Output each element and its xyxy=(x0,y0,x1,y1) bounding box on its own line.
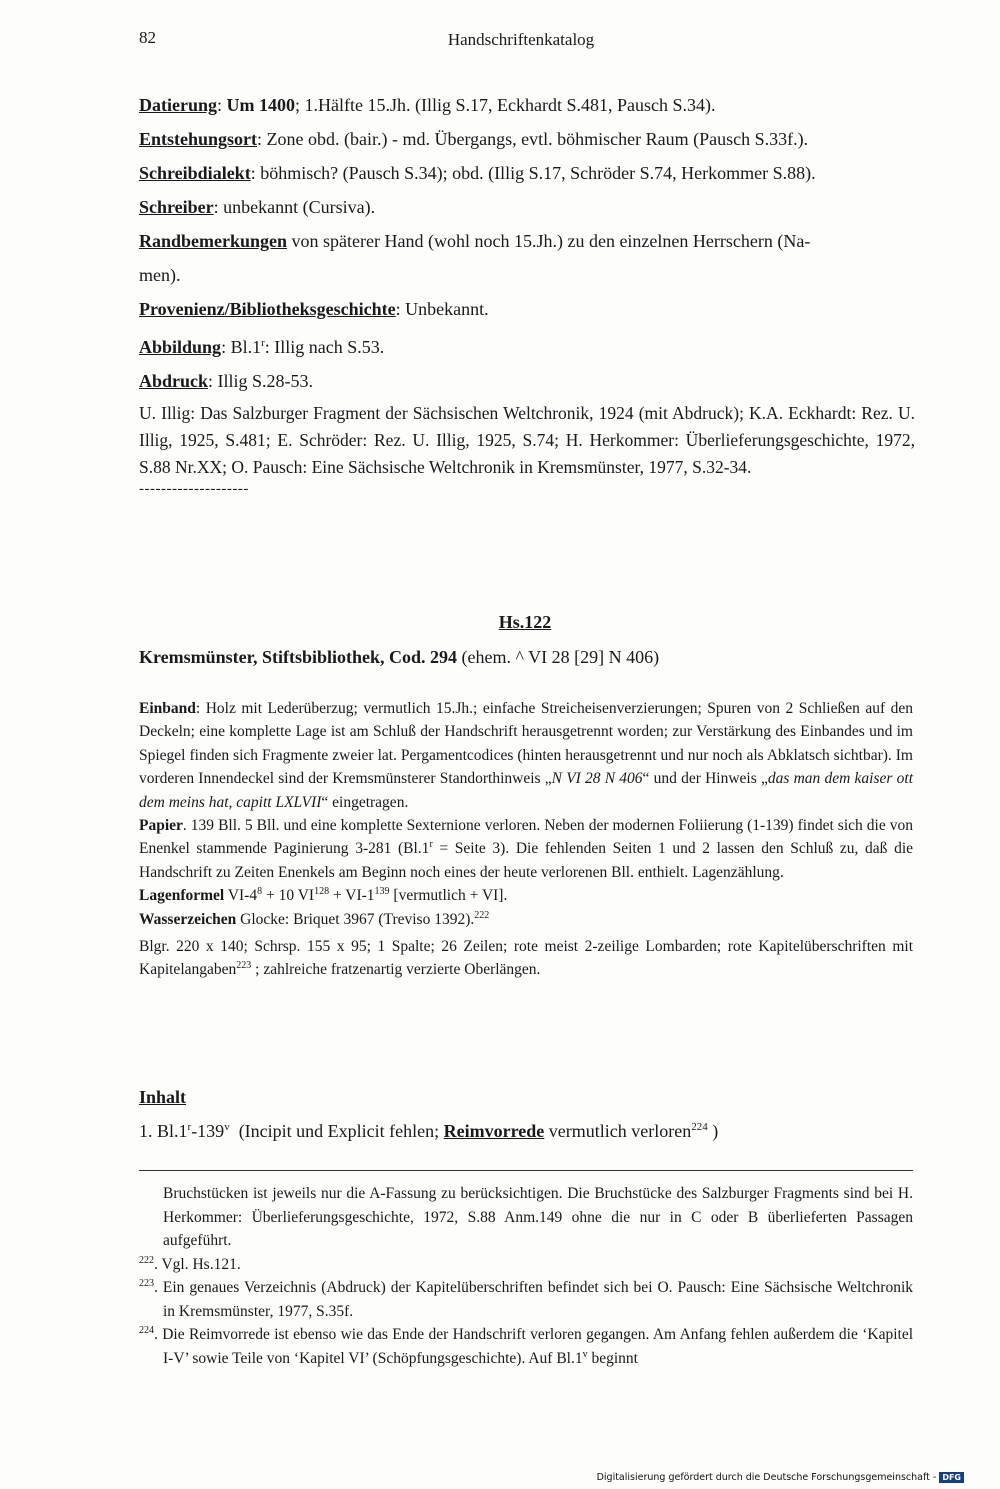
footnote-222-text: . Vgl. Hs.121. xyxy=(154,1255,241,1273)
content-d: vermutlich verloren xyxy=(544,1121,692,1141)
provenienz-label: Provenienz/Bibliotheksgeschichte xyxy=(139,299,396,319)
schreibdialekt-value: : böhmisch? (Pausch S.34); obd. (Illig S.17, Schröder S.74, Herkommer S.88). xyxy=(250,163,816,183)
content-bold: Reimvorrede xyxy=(443,1121,545,1141)
randbemerkungen-value: von späterer Hand (wohl noch 15.Jh.) zu den einzelnen Herrschern (Na- xyxy=(287,231,811,251)
wasserzeichen-paragraph xyxy=(139,908,913,931)
credit-text: Digitalisierung gefördert durch die Deutsche Forschungsgemeinschaft - xyxy=(596,1472,937,1483)
location-rest: (ehem. ^ VI 28 [29] N 406) xyxy=(457,647,660,667)
footnote-ref-223[interactable]: 223 xyxy=(236,960,252,972)
abbildung-sup: r xyxy=(261,337,265,349)
schreiber-line xyxy=(139,190,915,224)
footnotes xyxy=(139,1182,913,1370)
wasserzeichen-text: Glocke: Briquet 3967 (Treviso 1392). xyxy=(236,910,475,928)
dfg-logo: DFG xyxy=(939,1472,964,1483)
footnote-224-sup: v xyxy=(582,1348,588,1360)
footnote-224 xyxy=(139,1323,913,1370)
einband-label: Einband xyxy=(139,700,196,717)
footnote-ref-222[interactable]: 222 xyxy=(474,909,490,921)
location-bold: Kremsmünster, Stiftsbibliothek, Cod. 294 xyxy=(139,647,458,667)
footnote-rule xyxy=(139,1170,913,1171)
provenienz-value: : Unbekannt. xyxy=(395,299,489,319)
randbemerkungen-label: Randbemerkungen xyxy=(139,231,288,251)
footnote-223-num: 223 xyxy=(139,1277,154,1289)
entstehungsort-label: Entstehungsort xyxy=(139,129,258,149)
literature-block xyxy=(139,400,915,498)
lagenformel-d: [vermutlich + VI]. xyxy=(389,887,508,905)
papier-sup: r xyxy=(429,839,433,851)
abdruck-label: Abdruck xyxy=(139,371,209,391)
papier-label: Papier xyxy=(139,817,183,835)
content-sup-2: v xyxy=(224,1121,230,1133)
einband-text: : Holz mit Lederüberzug; vermutlich 15.Jh.; einfache Streicheisenverzierungen; Spuren von 2 Schließen auf den Deckeln; eine komplette Lage ist am Schluß der Handschrift herausgetrennt worden; zur Verstärkung des Einbandes und im Spiegel finden sich Fragmente zweier lat. Pergamentcodices (hinten herausgetrennt und nur noch als Abklatsch sichtbar). Im vorderen Innendeckel sind der Kremsmünsterer Standorthinweis „ xyxy=(139,700,913,788)
randbemerkungen-line xyxy=(139,224,915,258)
schreibdialekt-line xyxy=(139,156,915,190)
papier-text: . 139 Bll. 5 Bll. und eine komplette Sexternione verloren. Neben der modernen Foliierung (1-139) findet sich die von Enenkel stammende Paginierung 3-281 (Bl.1 xyxy=(139,817,913,858)
digitization-credit xyxy=(597,1472,964,1483)
datierung-bold: Um 1400 xyxy=(226,95,296,115)
running-head: Handschriftenkatalog xyxy=(447,30,595,49)
content-c: (Incipit und Explicit fehlen; xyxy=(229,1121,444,1141)
papier-paragraph xyxy=(139,814,913,884)
lagenformel-a: VI-4 xyxy=(224,887,258,905)
lagenformel-label: Lagenformel xyxy=(139,887,225,905)
provenienz-line xyxy=(139,292,915,326)
content-item-1 xyxy=(139,1121,718,1142)
einband-paragraph xyxy=(139,697,913,814)
literature-text: U. Illig: Das Salzburger Fragment der Sächsischen Weltchronik, 1924 (mit Abdruck); K.A. Eckhardt: Rez. U. Illig, 1925, S.481; E. Schröder: Rez. U. Illig, 1925, S.74; H. Herkommer: Überlieferungsgeschichte, 1972, S.88 Nr.XX; O. Pausch: Eine Sächsische Weltchronik in Kremsmünster, 1977, S.32-34. xyxy=(139,403,915,477)
content-sup-1: r xyxy=(187,1121,192,1133)
entstehungsort-line xyxy=(139,122,915,156)
previous-entry-fields xyxy=(139,88,915,398)
einband-text-3: “ eingetragen. xyxy=(321,793,409,811)
footnote-224-num: 224 xyxy=(139,1324,154,1336)
blgr-paragraph xyxy=(139,935,913,982)
content-b: -139 xyxy=(191,1121,225,1141)
content-a: 1. Bl.1 xyxy=(139,1121,188,1141)
abbildung-value-2: : Illig nach S.53. xyxy=(264,337,385,357)
abdruck-line xyxy=(139,364,915,398)
datierung-line: Datierung: Um 1400; 1.Hälfte 15.Jh. (Illig S.17, Eckhardt S.481, Pausch S.34). xyxy=(139,95,716,115)
papier-text-2: = Seite 3). Die fehlenden Seiten 1 und 2 lassen den Schluß zu, daß die Handschrift zu Zeiten Enenkels am Beginn noch eines der heute verlorenen Bll. enthielt. Lagenzählung. xyxy=(139,840,914,881)
inhalt-heading: Inhalt xyxy=(139,1087,187,1107)
lagenformel-sup-1: 8 xyxy=(257,886,263,898)
entry-description xyxy=(139,697,913,982)
lagenformel-paragraph xyxy=(139,884,913,907)
page-number: 82 xyxy=(139,28,156,47)
einband-italic-1: N VI 28 N 406 xyxy=(551,770,643,788)
footnote-222 xyxy=(139,1253,913,1277)
lagenformel-sup-3: 139 xyxy=(374,886,390,898)
einband-text-2: “ und der Hinweis „ xyxy=(642,770,768,788)
randbemerkungen-line-2: men). xyxy=(139,265,181,285)
lagenformel-c: + VI-1 xyxy=(329,887,375,905)
entry-title: Hs.122 xyxy=(498,612,552,632)
footnote-continuation: Bruchstücken ist jeweils nur die A-Fassung zu berücksichtigen. Die Bruchstücke des Salzburger Fragments sind bei H. Herkommer: Überlieferungsgeschichte, 1972, S.88 Anm.149 ohne die nur in C oder B überlieferten Passagen aufgeführt. xyxy=(163,1185,913,1249)
footnote-223-text: . Ein genaues Verzeichnis (Abdruck) der Kapitelüberschriften befindet sich bei O. Pausch: Eine Sächsische Weltchronik in Kremsmünster, 1977, S.35f. xyxy=(154,1279,913,1320)
footnote-ref-224[interactable]: 224 xyxy=(691,1121,708,1133)
datierung-value: ; 1.Hälfte 15.Jh. (Illig S.17, Eckhardt S.481, Pausch S.34). xyxy=(295,95,716,115)
footnote-224-text: . Die Reimvorrede ist ebenso wie das Ende der Handschrift verloren gegangen. Am Anfang fehlen außerdem die ‘Kapitel I-V’ sowie Teile von ‘Kapitel VI’ (Schöpfungsgeschichte). Auf Bl.1 xyxy=(154,1326,913,1367)
content-e: ) xyxy=(707,1121,719,1141)
lagenformel-sup-2: 128 xyxy=(314,886,330,898)
footnote-223 xyxy=(139,1276,913,1323)
abbildung-line xyxy=(139,326,915,364)
einband-italic-2: das man dem kaiser ott dem meins hat, capitt LXLVII xyxy=(139,770,913,811)
schreiber-label: Schreiber xyxy=(139,197,214,217)
entry-location xyxy=(139,647,659,668)
schreiber-value: : unbekannt (Cursiva). xyxy=(213,197,376,217)
entstehungsort-value: : Zone obd. (bair.) - md. Übergangs, evtl. böhmischer Raum (Pausch S.33f.). xyxy=(257,129,809,149)
blgr-text-2: ; zahlreiche fratzenartig verzierte Oberlängen. xyxy=(251,961,541,979)
abbildung-value: : Bl.1 xyxy=(221,337,262,357)
footnote-222-num: 222 xyxy=(139,1254,154,1266)
abdruck-value: : Illig S.28-53. xyxy=(208,371,314,391)
abbildung-label: Abbildung xyxy=(139,337,222,357)
wasserzeichen-label: Wasserzeichen xyxy=(139,910,237,928)
footnote-224-text-2: beginnt xyxy=(587,1349,638,1367)
blgr-text: Blgr. 220 x 140; Schrsp. 155 x 95; 1 Spalte; 26 Zeilen; rote meist 2-zeilige Lombarden; rote Kapitelüberschriften mit Kapitelangaben xyxy=(139,938,913,979)
datierung-label: Datierung xyxy=(139,95,217,115)
separator-line: -------------------- xyxy=(139,481,249,497)
schreibdialekt-label: Schreibdialekt xyxy=(139,163,251,183)
lagenformel-b: + 10 VI xyxy=(262,887,315,905)
